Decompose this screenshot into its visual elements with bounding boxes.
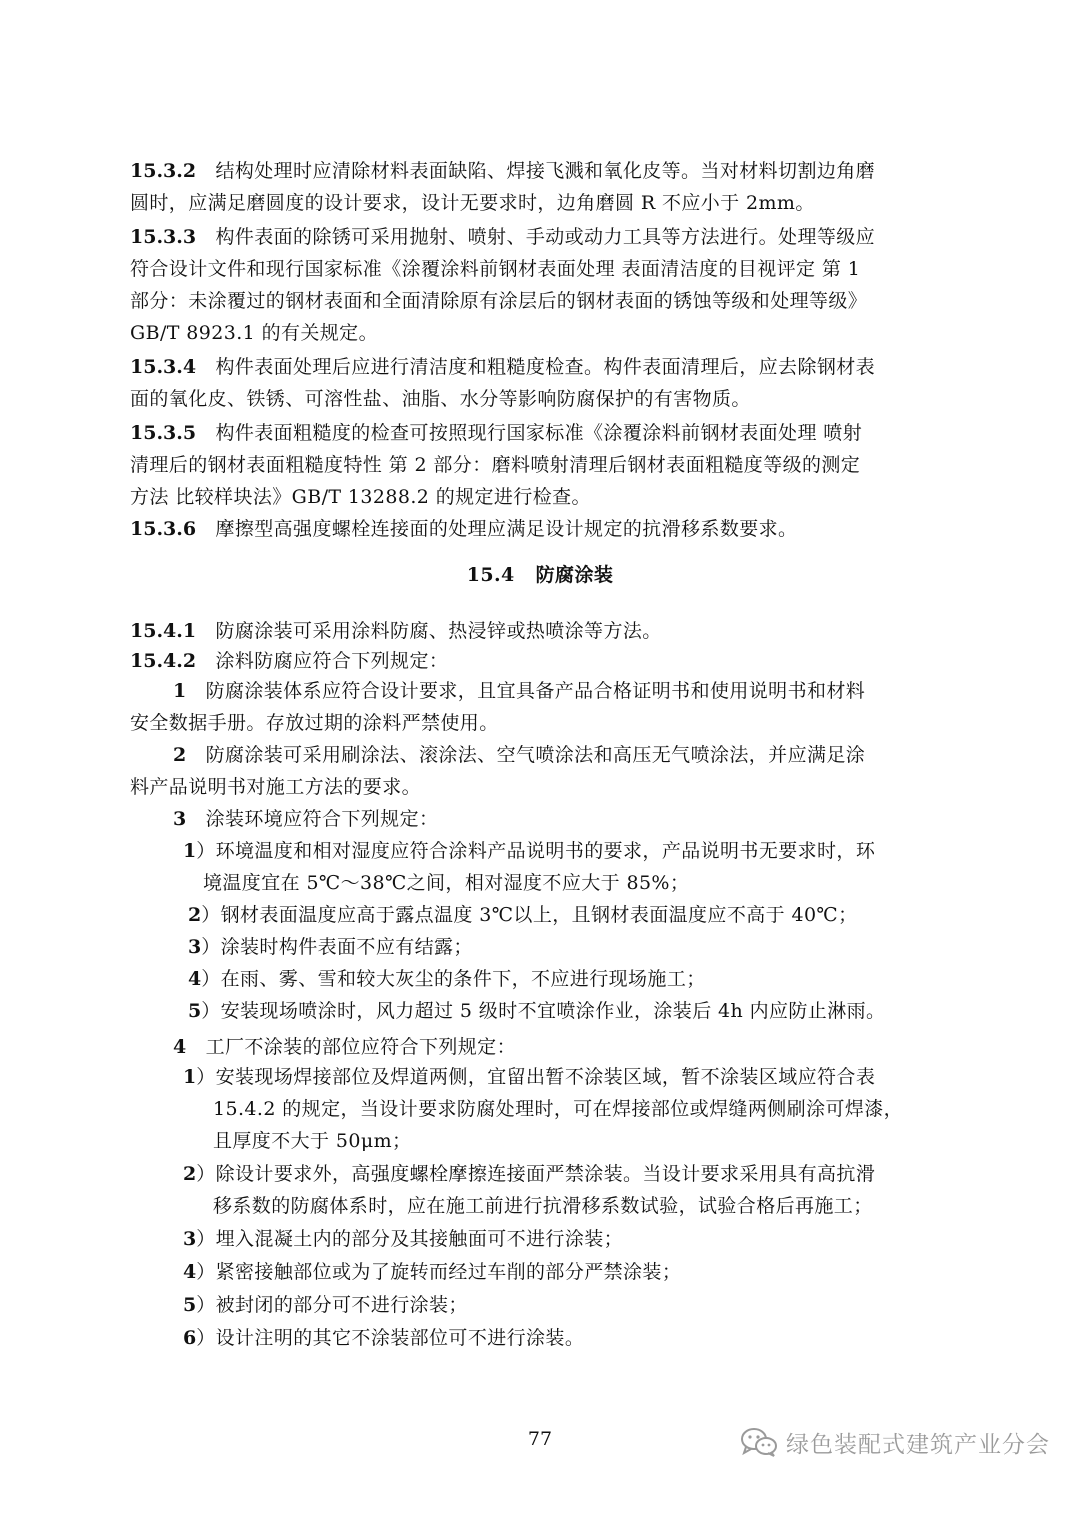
subitem-text: ）设计注明的其它不涂装部位可不进行涂装。 bbox=[196, 1327, 585, 1349]
subitem-text: ）除设计要求外，高强度螺栓摩擦连接面严禁涂装。当设计要求采用具有高抗滑 bbox=[196, 1163, 876, 1185]
wechat-icon bbox=[740, 1426, 778, 1458]
clause-number: 15.3.4 bbox=[130, 356, 197, 378]
subitem-line: 境温度宜在 5℃～38℃之间，相对湿度不应大于 85%； bbox=[203, 872, 690, 894]
clause-number: 15.4.2 bbox=[130, 650, 197, 672]
subitem-number: 2 bbox=[183, 1163, 197, 1185]
subitem-text: ）钢材表面温度应高于露点温度 3℃以上，且钢材表面温度应不高于 40℃； bbox=[201, 904, 858, 926]
subitem-4-3 bbox=[183, 1223, 623, 1255]
item-4 bbox=[173, 1031, 516, 1063]
clause-line: 符合设计文件和现行国家标准《涂覆涂料前钢材表面处理 表面清洁度的目视评定 第 1 bbox=[130, 258, 861, 280]
item-number: 4 bbox=[173, 1036, 187, 1058]
clause-number: 15.4.1 bbox=[130, 620, 197, 642]
subitem-4-2 bbox=[183, 1158, 875, 1190]
item-text: 工厂不涂装的部位应符合下列规定： bbox=[205, 1036, 516, 1058]
clause-15-3-2 bbox=[130, 155, 875, 187]
watermark-text: 绿色装配式建筑产业分会 bbox=[786, 1431, 1050, 1458]
subitem-number: 3 bbox=[188, 936, 202, 958]
subitem-line: 15.4.2 的规定，当设计要求防腐处理时，可在焊接部位或焊缝两侧刷涂可焊漆， bbox=[213, 1098, 904, 1120]
subitem-number: 2 bbox=[188, 904, 202, 926]
subitem-line: 移系数的防腐体系时，应在施工前进行抗滑移系数试验，试验合格后再施工； bbox=[213, 1195, 873, 1217]
clause-15-3-5 bbox=[130, 417, 862, 449]
subitem-3-3 bbox=[188, 931, 473, 963]
clause-line: 部分：未涂覆过的钢材表面和全面清除原有涂层后的钢材表面的锈蚀等级和处理等级》 bbox=[130, 290, 868, 312]
subitem-3-4 bbox=[188, 963, 706, 995]
subitem-3-2 bbox=[188, 899, 858, 931]
subitem-number: 1 bbox=[183, 1066, 197, 1088]
subitem-text: ）在雨、雾、雪和较大灰尘的条件下，不应进行现场施工； bbox=[201, 968, 706, 990]
clause-number: 15.3.3 bbox=[130, 226, 197, 248]
subitem-text: ）涂装时构件表面不应有结露； bbox=[201, 936, 473, 958]
clause-text: 构件表面粗糙度的检查可按照现行国家标准《涂覆涂料前钢材表面处理 喷射 bbox=[215, 422, 863, 444]
item-text: 涂装环境应符合下列规定： bbox=[205, 808, 439, 830]
watermark bbox=[740, 1422, 1050, 1462]
clause-line: 方法 比较样块法》GB/T 13288.2 的规定进行检查。 bbox=[130, 486, 591, 508]
item-line: 安全数据手册。存放过期的涂料严禁使用。 bbox=[130, 712, 499, 734]
clause-15-3-6 bbox=[130, 513, 797, 545]
subitem-3-1 bbox=[183, 835, 875, 867]
clause-number: 15.3.2 bbox=[130, 160, 197, 182]
subitem-text: ）被封闭的部分可不进行涂装； bbox=[196, 1294, 468, 1316]
item-2 bbox=[173, 739, 865, 771]
clause-line: 清理后的钢材表面粗糙度特性 第 2 部分：磨料喷射清理后钢材表面粗糙度等级的测定 bbox=[130, 454, 861, 476]
item-line: 料产品说明书对施工方法的要求。 bbox=[130, 776, 422, 798]
subitem-text: ）环境温度和相对湿度应符合涂料产品说明书的要求，产品说明书无要求时，环 bbox=[196, 840, 876, 862]
subitem-text: ）安装现场喷涂时，风力超过 5 级时不宜喷涂作业，涂装后 4h 内应防止淋雨。 bbox=[201, 1000, 886, 1022]
subitem-number: 6 bbox=[183, 1327, 197, 1349]
subitem-4-1 bbox=[183, 1061, 875, 1093]
subitem-text: ）埋入混凝土内的部分及其接触面可不进行涂装； bbox=[196, 1228, 624, 1250]
subitem-text: ）安装现场焊接部位及焊道两侧，宜留出暂不涂装区域，暂不涂装区域应符合表 bbox=[196, 1066, 876, 1088]
subitem-number: 3 bbox=[183, 1228, 197, 1250]
subitem-text: ）紧密接触部位或为了旋转而经过车削的部分严禁涂装； bbox=[196, 1261, 682, 1283]
clause-15-3-4 bbox=[130, 351, 875, 383]
item-number: 2 bbox=[173, 744, 187, 766]
subitem-number: 5 bbox=[183, 1294, 197, 1316]
clause-text: 涂料防腐应符合下列规定： bbox=[215, 650, 449, 672]
clause-text: 摩擦型高强度螺栓连接面的处理应满足设计规定的抗滑移系数要求。 bbox=[215, 518, 798, 540]
clause-line: 圆时，应满足磨圆度的设计要求，设计无要求时，边角磨圆 R 不应小于 2mm。 bbox=[130, 192, 815, 214]
clause-text: 防腐涂装可采用涂料防腐、热浸锌或热喷涂等方法。 bbox=[215, 620, 662, 642]
subitem-4-4 bbox=[183, 1256, 681, 1288]
clause-15-3-3 bbox=[130, 221, 875, 253]
item-text: 防腐涂装体系应符合设计要求，且宜具备产品合格证明书和使用说明书和材料 bbox=[205, 680, 866, 702]
clause-15-4-2 bbox=[130, 645, 448, 677]
subitem-4-6 bbox=[183, 1322, 584, 1354]
subitem-number: 1 bbox=[183, 840, 197, 862]
item-number: 1 bbox=[173, 680, 187, 702]
clause-text: 结构处理时应清除材料表面缺陷、焊接飞溅和氧化皮等。当对材料切割边角磨 bbox=[215, 160, 876, 182]
subitem-number: 4 bbox=[183, 1261, 197, 1283]
clause-15-4-1 bbox=[130, 615, 662, 647]
clause-text: 构件表面的除锈可采用抛射、喷射、手动或动力工具等方法进行。处理等级应 bbox=[215, 226, 876, 248]
item-text: 防腐涂装可采用刷涂法、滚涂法、空气喷涂法和高压无气喷涂法，并应满足涂 bbox=[205, 744, 866, 766]
item-3 bbox=[173, 803, 438, 835]
subitem-3-5 bbox=[188, 995, 885, 1027]
item-1 bbox=[173, 675, 865, 707]
clause-text: 构件表面处理后应进行清洁度和粗糙度检查。构件表面清理后，应去除钢材表 bbox=[215, 356, 876, 378]
section-heading: 15.4 防腐涂装 bbox=[466, 564, 614, 586]
clause-number: 15.3.5 bbox=[130, 422, 197, 444]
item-number: 3 bbox=[173, 808, 187, 830]
page-number: 77 bbox=[527, 1428, 553, 1450]
subitem-line: 且厚度不大于 50μm； bbox=[213, 1130, 412, 1152]
subitem-4-5 bbox=[183, 1289, 468, 1321]
clause-line: 面的氧化皮、铁锈、可溶性盐、油脂、水分等影响防腐保护的有害物质。 bbox=[130, 388, 751, 410]
clause-number: 15.3.6 bbox=[130, 518, 197, 540]
clause-line: GB/T 8923.1 的有关规定。 bbox=[130, 322, 378, 344]
subitem-number: 4 bbox=[188, 968, 202, 990]
subitem-number: 5 bbox=[188, 1000, 202, 1022]
